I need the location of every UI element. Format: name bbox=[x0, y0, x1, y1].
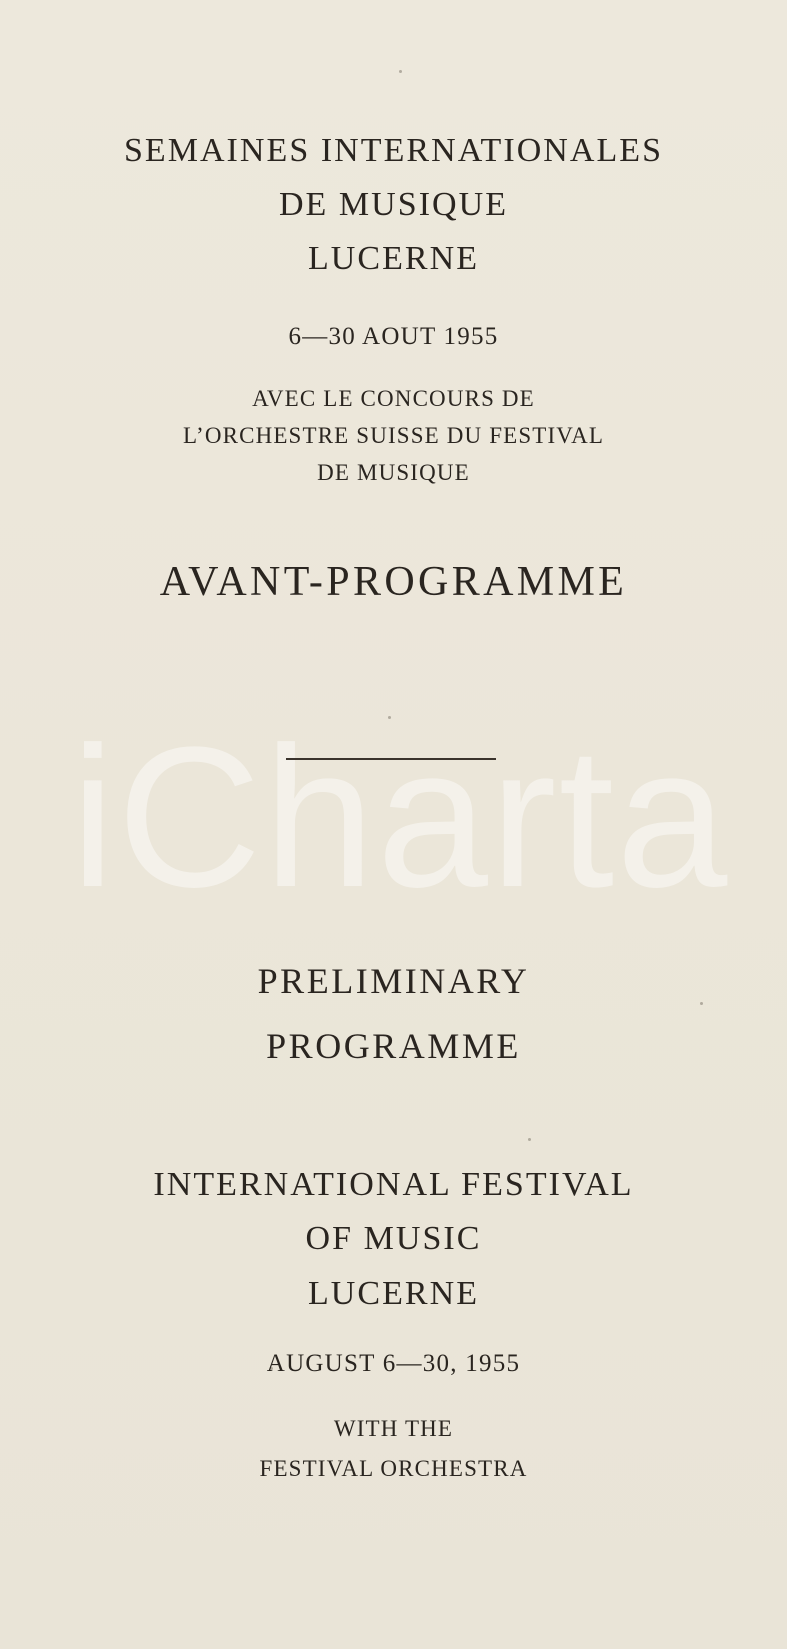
french-title-line3: LUCERNE bbox=[307, 240, 480, 277]
french-programme-heading: AVANT-PROGRAMME bbox=[159, 559, 628, 605]
french-title-line1: SEMAINES INTERNATIONALES bbox=[123, 132, 664, 169]
french-dates: 6—30 AOUT 1955 bbox=[288, 323, 499, 350]
english-title-line3: LUCERNE bbox=[307, 1275, 480, 1312]
english-dates: AUGUST 6—30, 1955 bbox=[266, 1350, 521, 1377]
english-programme-line1: PRELIMINARY bbox=[257, 961, 530, 1001]
french-title-line2: DE MUSIQUE bbox=[278, 186, 509, 223]
paper-speck bbox=[399, 70, 402, 73]
english-title-line2: OF MUSIC bbox=[305, 1220, 482, 1257]
english-programme-line2: PROGRAMME bbox=[266, 1026, 521, 1066]
english-title-line1: INTERNATIONAL FESTIVAL bbox=[153, 1166, 634, 1203]
french-concours-line1: AVEC LE CONCOURS DE bbox=[252, 386, 535, 411]
paper-speck bbox=[700, 1002, 703, 1005]
paper-speck bbox=[528, 1138, 531, 1141]
french-concours-line2: L’ORCHESTRE SUISSE DU FESTIVAL bbox=[182, 423, 605, 448]
english-orchestra-line2: FESTIVAL ORCHESTRA bbox=[259, 1456, 528, 1481]
english-orchestra-line1: WITH THE bbox=[333, 1416, 454, 1441]
divider-rule bbox=[286, 758, 496, 760]
french-concours-line3: DE MUSIQUE bbox=[317, 460, 470, 485]
watermark: iCharta bbox=[70, 706, 730, 929]
